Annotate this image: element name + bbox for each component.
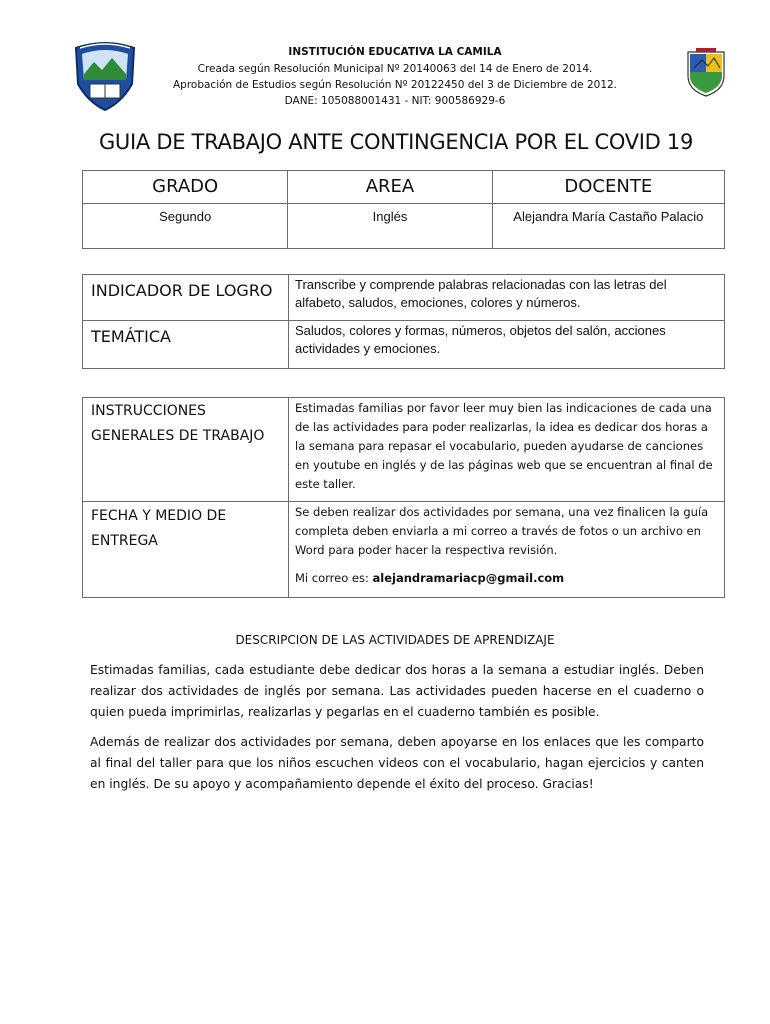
area-header: AREA [288, 171, 492, 204]
docente-header: DOCENTE [492, 171, 724, 204]
tematica-text: Saludos, colores y formas, números, objetos del salón, acciones actividades y emociones. [289, 321, 725, 369]
approval-resolution: Aprobación de Estudios según Resolución Nº 20122450 del 3 de Diciembre de 2012. [172, 79, 618, 91]
instrucciones-text: Estimadas familias por favor leer muy bien las indicaciones de cada una de las actividades para poder realizarlas, la idea es dedicar dos horas a la semana para repasar el vocabulario, pueden ayudarse de canciones en youtube en inglés y de las páginas web que se encuentran al final de este taller. [289, 398, 725, 502]
instrucciones-label-line2: GENERALES DE TRABAJO [91, 428, 265, 444]
dane-nit: DANE: 105088001431 - NIT: 900586929-6 [284, 95, 506, 107]
fecha-label [83, 502, 289, 598]
municipal-shield-icon [684, 46, 728, 98]
instructions-table [82, 397, 725, 598]
fecha-text: Se deben realizar dos actividades por semana, una vez finalicen la guía completa deben enviarla a mi correo a través de fotos o un archivo en Word para poder hacer la respectiva revisión. [295, 505, 709, 557]
fecha-label-line2: ENTREGA [91, 533, 158, 549]
tematica-label: TEMÁTICA [83, 321, 289, 369]
area-value: Inglés [288, 204, 492, 249]
info-table [82, 170, 725, 249]
achievement-table [82, 274, 725, 369]
grado-header: GRADO [83, 171, 288, 204]
institution-name: INSTITUCIÓN EDUCATIVA LA CAMILA [288, 46, 502, 58]
activities-paragraph-1: Estimadas familias, cada estudiante debe dedicar dos horas a la semana a estudiar inglés. Deben realizar dos actividades de inglés por semana. Las actividades pueden hacerse en el cuaderno o quien pueda imprimirlas, realizarlas y pegarlas en el cuaderno también es posible. [90, 663, 704, 719]
fecha-label-line1: FECHA Y MEDIO DE [91, 508, 227, 524]
docente-value: Alejandra María Castaño Palacio [492, 204, 724, 249]
email-prefix: Mi correo es: [295, 571, 373, 585]
fecha-cell [289, 502, 725, 598]
activities-title: DESCRIPCION DE LAS ACTIVIDADES DE APRENDIZAJE [235, 633, 555, 647]
page-title: GUIA DE TRABAJO ANTE CONTINGENCIA POR EL COVID 19 [98, 130, 694, 154]
grado-value: Segundo [83, 204, 288, 249]
instrucciones-label [83, 398, 289, 502]
creation-resolution: Creada según Resolución Municipal Nº 20140063 del 14 de Enero de 2014. [197, 63, 593, 75]
activities-paragraph-2: Además de realizar dos actividades por semana, deben apoyarse en los enlaces que les comparto al final del taller para que los niños escuchen videos con el vocabulario, hagan ejercicios y canten en inglés. De su apoyo y acompañamiento depende el éxito del proceso. Gracias! [90, 735, 704, 791]
school-crest-icon [72, 40, 138, 112]
instrucciones-label-line1: INSTRUCCIONES [91, 403, 206, 419]
email-line [295, 569, 718, 588]
indicador-text: Transcribe y comprende palabras relacionadas con las letras del alfabeto, saludos, emociones, colores y números. [289, 275, 725, 321]
indicador-label: INDICADOR DE LOGRO [83, 275, 289, 321]
email-address[interactable]: alejandramariacp@gmail.com [372, 571, 565, 585]
